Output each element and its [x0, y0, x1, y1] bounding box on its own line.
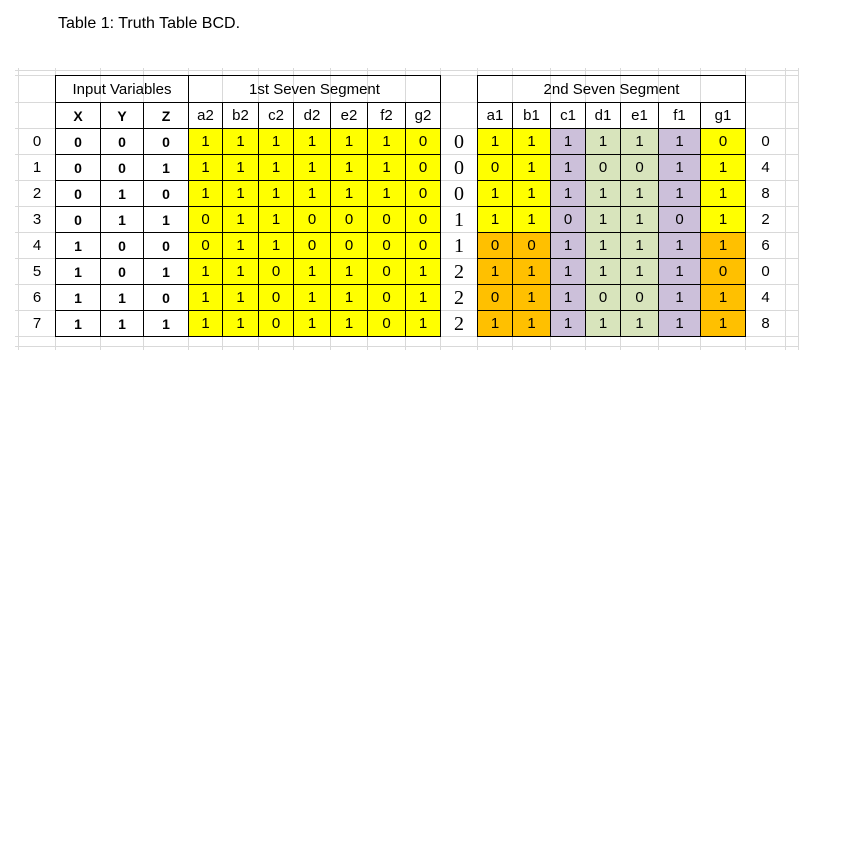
- second-digit: 0: [761, 133, 770, 150]
- second-segment-cell: 1: [512, 206, 551, 233]
- first-segment-cell: 1: [367, 180, 406, 207]
- first-segment-cell: 1: [188, 180, 223, 207]
- second-segment-cell: 1: [700, 232, 746, 259]
- column-header-z: Z: [143, 102, 189, 129]
- second-segment-cell: 1: [658, 310, 701, 337]
- first-segment-cell: 0: [367, 284, 406, 311]
- first-segment-cell: 1: [258, 232, 294, 259]
- first-segment-cell: 1: [293, 128, 331, 155]
- input-cell: 0: [55, 154, 101, 181]
- column-header-e1: e1: [620, 102, 659, 129]
- second-segment-cell: 1: [620, 206, 659, 233]
- first-segment-cell: 0: [367, 310, 406, 337]
- second-digit: 4: [761, 289, 770, 306]
- second-segment-cell: 1: [658, 154, 701, 181]
- column-header-d1: d1: [585, 102, 621, 129]
- column-header-c1: c1: [550, 102, 586, 129]
- input-cell: 1: [100, 284, 144, 311]
- first-segment-cell: 0: [405, 180, 441, 207]
- second-segment-cell: 1: [658, 232, 701, 259]
- input-cell: 1: [55, 258, 101, 285]
- second-segment-cell: 0: [700, 128, 746, 155]
- second-segment-cell: 1: [620, 258, 659, 285]
- input-cell: 1: [55, 232, 101, 259]
- row-index: 6: [32, 289, 42, 306]
- input-cell: 1: [143, 154, 189, 181]
- second-segment-cell: 1: [512, 180, 551, 207]
- column-header-b2: b2: [222, 102, 259, 129]
- second-segment-cell: 0: [700, 258, 746, 285]
- second-segment-cell: 1: [550, 284, 586, 311]
- second-segment-cell: 1: [620, 180, 659, 207]
- first-segment-cell: 1: [405, 258, 441, 285]
- input-cell: 1: [100, 310, 144, 337]
- first-segment-cell: 0: [367, 232, 406, 259]
- input-cell: 1: [143, 258, 189, 285]
- first-segment-cell: 1: [188, 154, 223, 181]
- second-segment-cell: 1: [512, 284, 551, 311]
- first-segment-cell: 1: [258, 128, 294, 155]
- column-header-x: X: [55, 102, 101, 129]
- second-segment-cell: 0: [477, 154, 513, 181]
- second-segment-cell: 1: [585, 232, 621, 259]
- row-index: 3: [32, 211, 42, 228]
- first-segment-cell: 1: [222, 180, 259, 207]
- first-segment-cell: 1: [258, 154, 294, 181]
- group-header-second-segment: 2nd Seven Segment: [477, 75, 746, 103]
- gridline: [798, 68, 799, 350]
- second-segment-cell: 1: [700, 206, 746, 233]
- first-segment-cell: 1: [405, 284, 441, 311]
- first-segment-cell: 0: [188, 232, 223, 259]
- first-segment-cell: 1: [330, 180, 368, 207]
- first-segment-cell: 0: [293, 232, 331, 259]
- column-header-a1: a1: [477, 102, 513, 129]
- first-segment-cell: 0: [405, 232, 441, 259]
- first-segment-cell: 0: [367, 258, 406, 285]
- second-segment-cell: 1: [512, 310, 551, 337]
- group-header-inputs: Input Variables: [55, 75, 189, 103]
- second-segment-cell: 0: [620, 284, 659, 311]
- first-segment-cell: 0: [330, 232, 368, 259]
- first-segment-cell: 0: [367, 206, 406, 233]
- first-segment-cell: 1: [405, 310, 441, 337]
- column-header-g1: g1: [700, 102, 746, 129]
- second-segment-cell: 1: [700, 284, 746, 311]
- second-segment-cell: 1: [550, 154, 586, 181]
- input-cell: 0: [55, 206, 101, 233]
- second-segment-cell: 1: [585, 206, 621, 233]
- second-segment-cell: 1: [700, 154, 746, 181]
- second-segment-cell: 1: [658, 284, 701, 311]
- second-segment-cell: 1: [550, 258, 586, 285]
- input-cell: 0: [143, 128, 189, 155]
- first-digit: 2: [454, 286, 464, 309]
- input-cell: 0: [55, 128, 101, 155]
- second-segment-cell: 1: [585, 180, 621, 207]
- row-index: 5: [32, 263, 42, 280]
- second-segment-cell: 1: [658, 128, 701, 155]
- row-index: 1: [32, 159, 42, 176]
- column-header-g2: g2: [405, 102, 441, 129]
- second-segment-cell: 0: [585, 154, 621, 181]
- first-segment-cell: 1: [188, 128, 223, 155]
- column-header-e2: e2: [330, 102, 368, 129]
- first-segment-cell: 0: [405, 128, 441, 155]
- first-segment-cell: 1: [293, 154, 331, 181]
- input-cell: 1: [100, 206, 144, 233]
- input-cell: 1: [143, 206, 189, 233]
- first-segment-cell: 1: [222, 310, 259, 337]
- second-digit: 8: [761, 185, 770, 202]
- first-segment-cell: 1: [188, 284, 223, 311]
- first-segment-cell: 0: [258, 258, 294, 285]
- first-segment-cell: 0: [405, 206, 441, 233]
- input-cell: 0: [143, 232, 189, 259]
- second-digit: 4: [761, 159, 770, 176]
- input-cell: 0: [143, 284, 189, 311]
- row-index: 4: [32, 237, 42, 254]
- first-segment-cell: 1: [188, 258, 223, 285]
- first-digit: 0: [454, 156, 464, 179]
- first-segment-cell: 1: [330, 154, 368, 181]
- second-segment-cell: 1: [585, 310, 621, 337]
- first-segment-cell: 0: [293, 206, 331, 233]
- second-segment-cell: 1: [620, 310, 659, 337]
- input-cell: 1: [100, 180, 144, 207]
- first-segment-cell: 1: [222, 258, 259, 285]
- first-segment-cell: 1: [258, 206, 294, 233]
- first-segment-cell: 0: [258, 284, 294, 311]
- gridline: [15, 70, 798, 71]
- second-segment-cell: 1: [477, 180, 513, 207]
- input-cell: 1: [55, 284, 101, 311]
- column-header-a2: a2: [188, 102, 223, 129]
- first-segment-cell: 1: [222, 128, 259, 155]
- first-segment-cell: 0: [188, 206, 223, 233]
- second-segment-cell: 1: [477, 310, 513, 337]
- input-cell: 0: [143, 180, 189, 207]
- column-header-f1: f1: [658, 102, 701, 129]
- column-header-y: Y: [100, 102, 144, 129]
- first-segment-cell: 0: [258, 310, 294, 337]
- first-segment-cell: 1: [293, 284, 331, 311]
- second-segment-cell: 1: [477, 206, 513, 233]
- first-segment-cell: 1: [330, 284, 368, 311]
- second-segment-cell: 1: [585, 258, 621, 285]
- first-segment-cell: 0: [405, 154, 441, 181]
- column-header-b1: b1: [512, 102, 551, 129]
- column-header-c2: c2: [258, 102, 294, 129]
- input-cell: 0: [100, 258, 144, 285]
- first-digit: 1: [454, 208, 464, 231]
- second-segment-cell: 0: [477, 232, 513, 259]
- first-segment-cell: 1: [330, 128, 368, 155]
- second-segment-cell: 1: [550, 310, 586, 337]
- input-cell: 0: [100, 154, 144, 181]
- second-segment-cell: 1: [620, 232, 659, 259]
- second-segment-cell: 1: [658, 180, 701, 207]
- first-segment-cell: 1: [222, 206, 259, 233]
- second-segment-cell: 0: [550, 206, 586, 233]
- first-segment-cell: 1: [258, 180, 294, 207]
- group-header-first-segment: 1st Seven Segment: [188, 75, 441, 103]
- first-digit: 1: [454, 234, 464, 257]
- row-index: 2: [32, 185, 42, 202]
- second-segment-cell: 1: [550, 128, 586, 155]
- second-segment-cell: 1: [477, 128, 513, 155]
- row-index: 0: [32, 133, 42, 150]
- first-segment-cell: 1: [293, 258, 331, 285]
- first-segment-cell: 1: [367, 154, 406, 181]
- first-segment-cell: 1: [188, 310, 223, 337]
- second-segment-cell: 1: [477, 258, 513, 285]
- first-segment-cell: 1: [367, 128, 406, 155]
- second-segment-cell: 1: [512, 258, 551, 285]
- gridline: [15, 346, 798, 347]
- second-segment-cell: 1: [700, 310, 746, 337]
- second-segment-cell: 0: [585, 284, 621, 311]
- first-segment-cell: 1: [222, 284, 259, 311]
- first-segment-cell: 1: [222, 232, 259, 259]
- first-segment-cell: 1: [330, 310, 368, 337]
- row-index: 7: [32, 315, 42, 332]
- second-digit: 8: [761, 315, 770, 332]
- column-header-f2: f2: [367, 102, 406, 129]
- first-digit: 0: [454, 182, 464, 205]
- second-segment-cell: 1: [620, 128, 659, 155]
- column-header-d2: d2: [293, 102, 331, 129]
- first-segment-cell: 1: [330, 258, 368, 285]
- first-digit: 2: [454, 260, 464, 283]
- first-segment-cell: 1: [222, 154, 259, 181]
- second-segment-cell: 0: [620, 154, 659, 181]
- second-segment-cell: 1: [585, 128, 621, 155]
- second-digit: 2: [761, 211, 770, 228]
- input-cell: 1: [55, 310, 101, 337]
- second-digit: 6: [761, 237, 770, 254]
- second-segment-cell: 1: [512, 128, 551, 155]
- first-segment-cell: 0: [330, 206, 368, 233]
- input-cell: 0: [100, 128, 144, 155]
- input-cell: 0: [100, 232, 144, 259]
- second-segment-cell: 0: [512, 232, 551, 259]
- first-digit: 2: [454, 312, 464, 335]
- second-segment-cell: 1: [550, 232, 586, 259]
- first-segment-cell: 1: [293, 310, 331, 337]
- first-digit: 0: [454, 130, 464, 153]
- second-segment-cell: 1: [512, 154, 551, 181]
- second-segment-cell: 1: [700, 180, 746, 207]
- input-cell: 0: [55, 180, 101, 207]
- second-digit: 0: [761, 263, 770, 280]
- input-cell: 1: [143, 310, 189, 337]
- first-segment-cell: 1: [293, 180, 331, 207]
- second-segment-cell: 0: [477, 284, 513, 311]
- second-segment-cell: 1: [550, 180, 586, 207]
- second-segment-cell: 1: [658, 258, 701, 285]
- table-caption: Table 1: Truth Table BCD.: [58, 15, 241, 32]
- second-segment-cell: 0: [658, 206, 701, 233]
